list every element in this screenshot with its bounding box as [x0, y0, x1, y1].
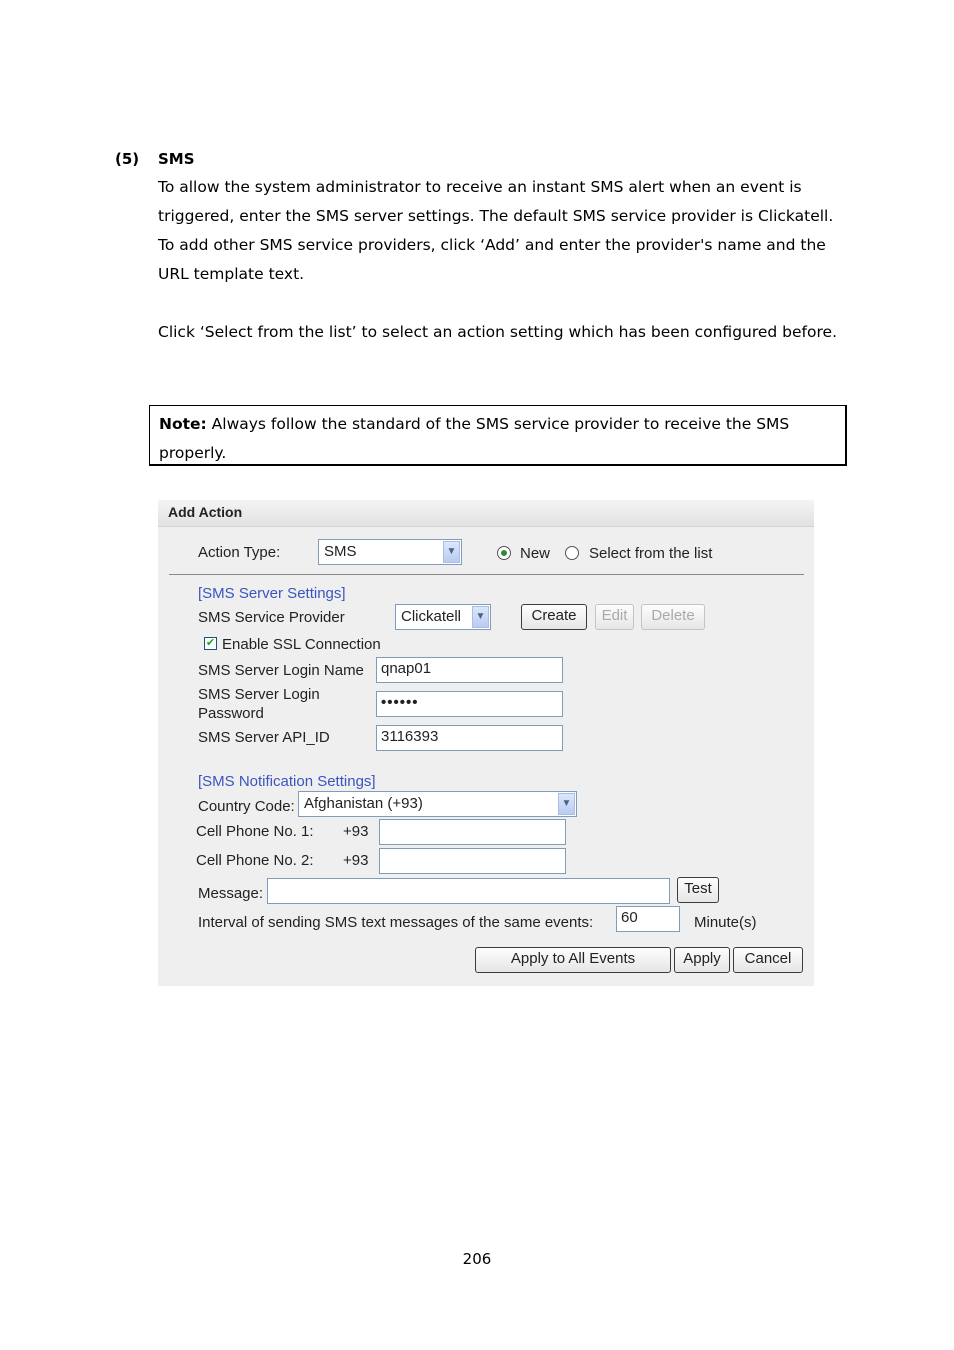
section-number: (5) — [115, 150, 140, 168]
add-action-dialog — [158, 500, 814, 986]
apply-button[interactable]: Apply — [674, 947, 730, 973]
chevron-down-icon: ▼ — [558, 793, 575, 815]
notification-settings-header: [SMS Notification Settings] — [198, 773, 376, 790]
phone1-input[interactable] — [379, 819, 566, 845]
action-type-label: Action Type: — [198, 544, 281, 561]
country-code-label: Country Code: — [198, 798, 295, 815]
ssl-checkbox[interactable]: ✔ — [205, 637, 216, 649]
delete-button[interactable]: Delete — [641, 604, 705, 630]
ssl-label: Enable SSL Connection — [222, 636, 381, 653]
api-id-input[interactable]: 3116393 — [376, 725, 563, 751]
note-box — [149, 405, 847, 466]
provider-select[interactable] — [395, 604, 491, 630]
section-heading — [115, 150, 195, 168]
phone2-prefix: +93 — [343, 852, 369, 869]
password-label-line1: SMS Server Login — [198, 686, 320, 703]
interval-input[interactable]: 60 — [616, 906, 680, 932]
radio-select-from-list[interactable] — [565, 546, 579, 560]
section-title: SMS — [158, 150, 195, 168]
action-type-value: SMS — [324, 543, 357, 560]
dialog-header — [158, 500, 814, 527]
provider-value: Clickatell — [401, 608, 462, 625]
dialog-title: Add Action — [168, 504, 243, 520]
password-label-line2: Password — [198, 705, 264, 722]
login-name-label: SMS Server Login Name — [198, 662, 364, 679]
message-input[interactable] — [267, 878, 670, 904]
cancel-button[interactable]: Cancel — [733, 947, 803, 973]
country-code-select[interactable] — [298, 791, 577, 817]
interval-unit: Minute(s) — [694, 914, 757, 931]
message-label: Message: — [198, 885, 264, 902]
apply-to-all-events-button[interactable]: Apply to All Events — [475, 947, 671, 973]
radio-new-label: New — [520, 545, 551, 562]
country-code-value: Afghanistan (+93) — [304, 795, 423, 812]
note-text: Always follow the standard of the SMS service provider to receive the SMS properly. — [159, 415, 790, 462]
interval-label: Interval of sending SMS text messages of the same events: — [198, 914, 594, 931]
create-button[interactable]: Create — [521, 604, 587, 630]
phone2-label: Cell Phone No. 2: — [196, 852, 314, 869]
intro-paragraph: To allow the system administrator to receive an instant SMS alert when an event is triggered, enter the SMS server settings. The default SMS service provider is Clickatell. To add other SMS service providers, click ‘Add’ and enter the provider's name and the URL template text. — [158, 178, 834, 283]
test-button[interactable]: Test — [677, 877, 719, 903]
select-paragraph: Click ‘Select from the list’ to select an action setting which has been configured before. — [158, 323, 837, 341]
login-name-input[interactable]: qnap01 — [376, 657, 563, 683]
phone1-label: Cell Phone No. 1: — [196, 823, 314, 840]
phone1-prefix: +93 — [343, 823, 369, 840]
radio-new[interactable] — [497, 546, 511, 560]
action-type-select[interactable] — [318, 539, 462, 565]
edit-button[interactable]: Edit — [595, 604, 634, 630]
api-id-label: SMS Server API_ID — [198, 729, 330, 746]
phone2-input[interactable] — [379, 848, 566, 874]
radio-select-label: Select from the list — [589, 545, 713, 562]
server-settings-header: [SMS Server Settings] — [198, 585, 346, 602]
page-number: 206 — [462, 1250, 492, 1268]
chevron-down-icon: ▼ — [443, 541, 460, 563]
provider-label: SMS Service Provider — [198, 609, 345, 626]
divider — [169, 574, 804, 575]
password-input[interactable]: •••••• — [376, 691, 563, 717]
chevron-down-icon: ▼ — [472, 606, 489, 628]
note-label: Note: — [159, 415, 207, 433]
